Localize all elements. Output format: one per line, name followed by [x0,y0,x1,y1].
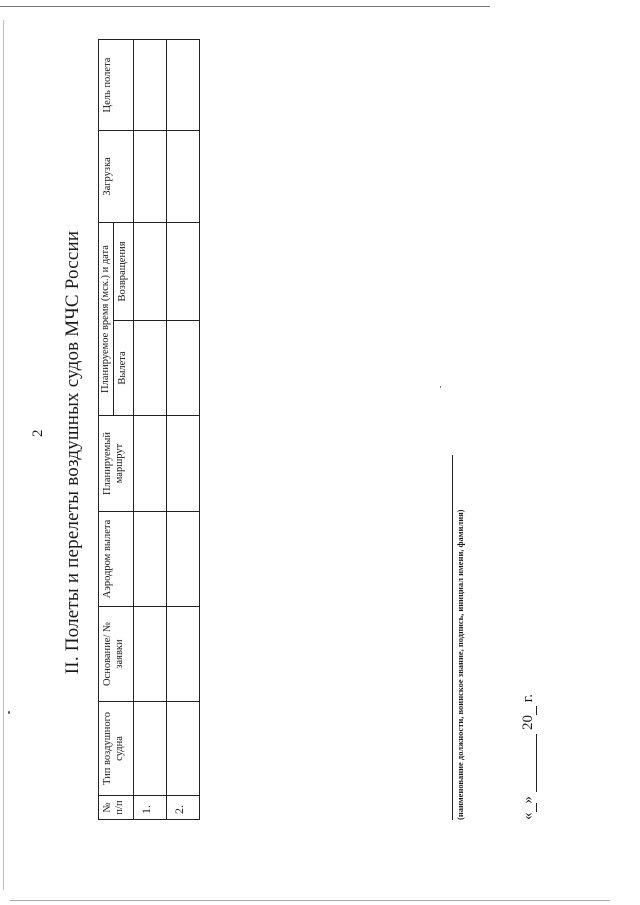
cell-return-time[interactable] [167,223,200,321]
header-flight-purpose: Цель полета [99,40,134,131]
header-load: Загрузка [99,131,134,223]
cell-aircraft-type[interactable] [134,702,167,796]
date-month-blank[interactable] [522,734,537,792]
date-field [520,694,537,820]
page-number: 2 [30,429,46,437]
document-title: II. Полеты и перелеты воздушных судов МЧС России [62,230,83,675]
header-departure-airfield: Аэродром вылета [99,512,134,607]
date-year-blank[interactable] [522,706,537,715]
cell-basis[interactable] [134,607,167,702]
cell-return-time[interactable] [134,223,167,321]
signature-caption: (наименование должности, воинское звание, подпись, инициал имени, фамилия) [455,509,465,820]
header-planned-route: Планируемый маршрут [99,416,134,512]
cell-flight-purpose[interactable] [167,40,200,131]
cell-aircraft-type[interactable] [167,702,200,796]
date-day-blank[interactable] [522,804,537,813]
date-close-quote: » [520,796,536,804]
cell-flight-purpose[interactable] [134,40,167,131]
header-planned-time: Планируемое время (мск.) и дата [99,223,114,416]
date-open-quote: « [520,812,536,820]
cell-load[interactable] [134,131,167,223]
cell-departure-time[interactable] [134,321,167,416]
cell-basis[interactable] [167,607,200,702]
signature-line [452,455,453,820]
row-number: 1. [134,796,167,820]
header-aircraft-type: Тип воздушного судна [99,702,134,796]
table-row [167,40,200,820]
header-return: Возвращения [114,223,134,321]
cell-departure-time[interactable] [167,321,200,416]
cell-departure-airfield[interactable] [134,512,167,607]
date-year-prefix: 20 [520,715,536,730]
row-number: 2. [167,796,200,820]
cell-planned-route[interactable] [134,416,167,512]
header-basis: Основание/ № заявки [99,607,134,702]
header-num: № п/п [99,796,134,820]
header-departure: Вылета [114,321,134,416]
cell-departure-airfield[interactable] [167,512,200,607]
cell-load[interactable] [167,131,200,223]
table-row [134,40,167,820]
flights-table [98,39,200,820]
date-year-suffix: г. [520,694,536,703]
cell-planned-route[interactable] [167,416,200,512]
